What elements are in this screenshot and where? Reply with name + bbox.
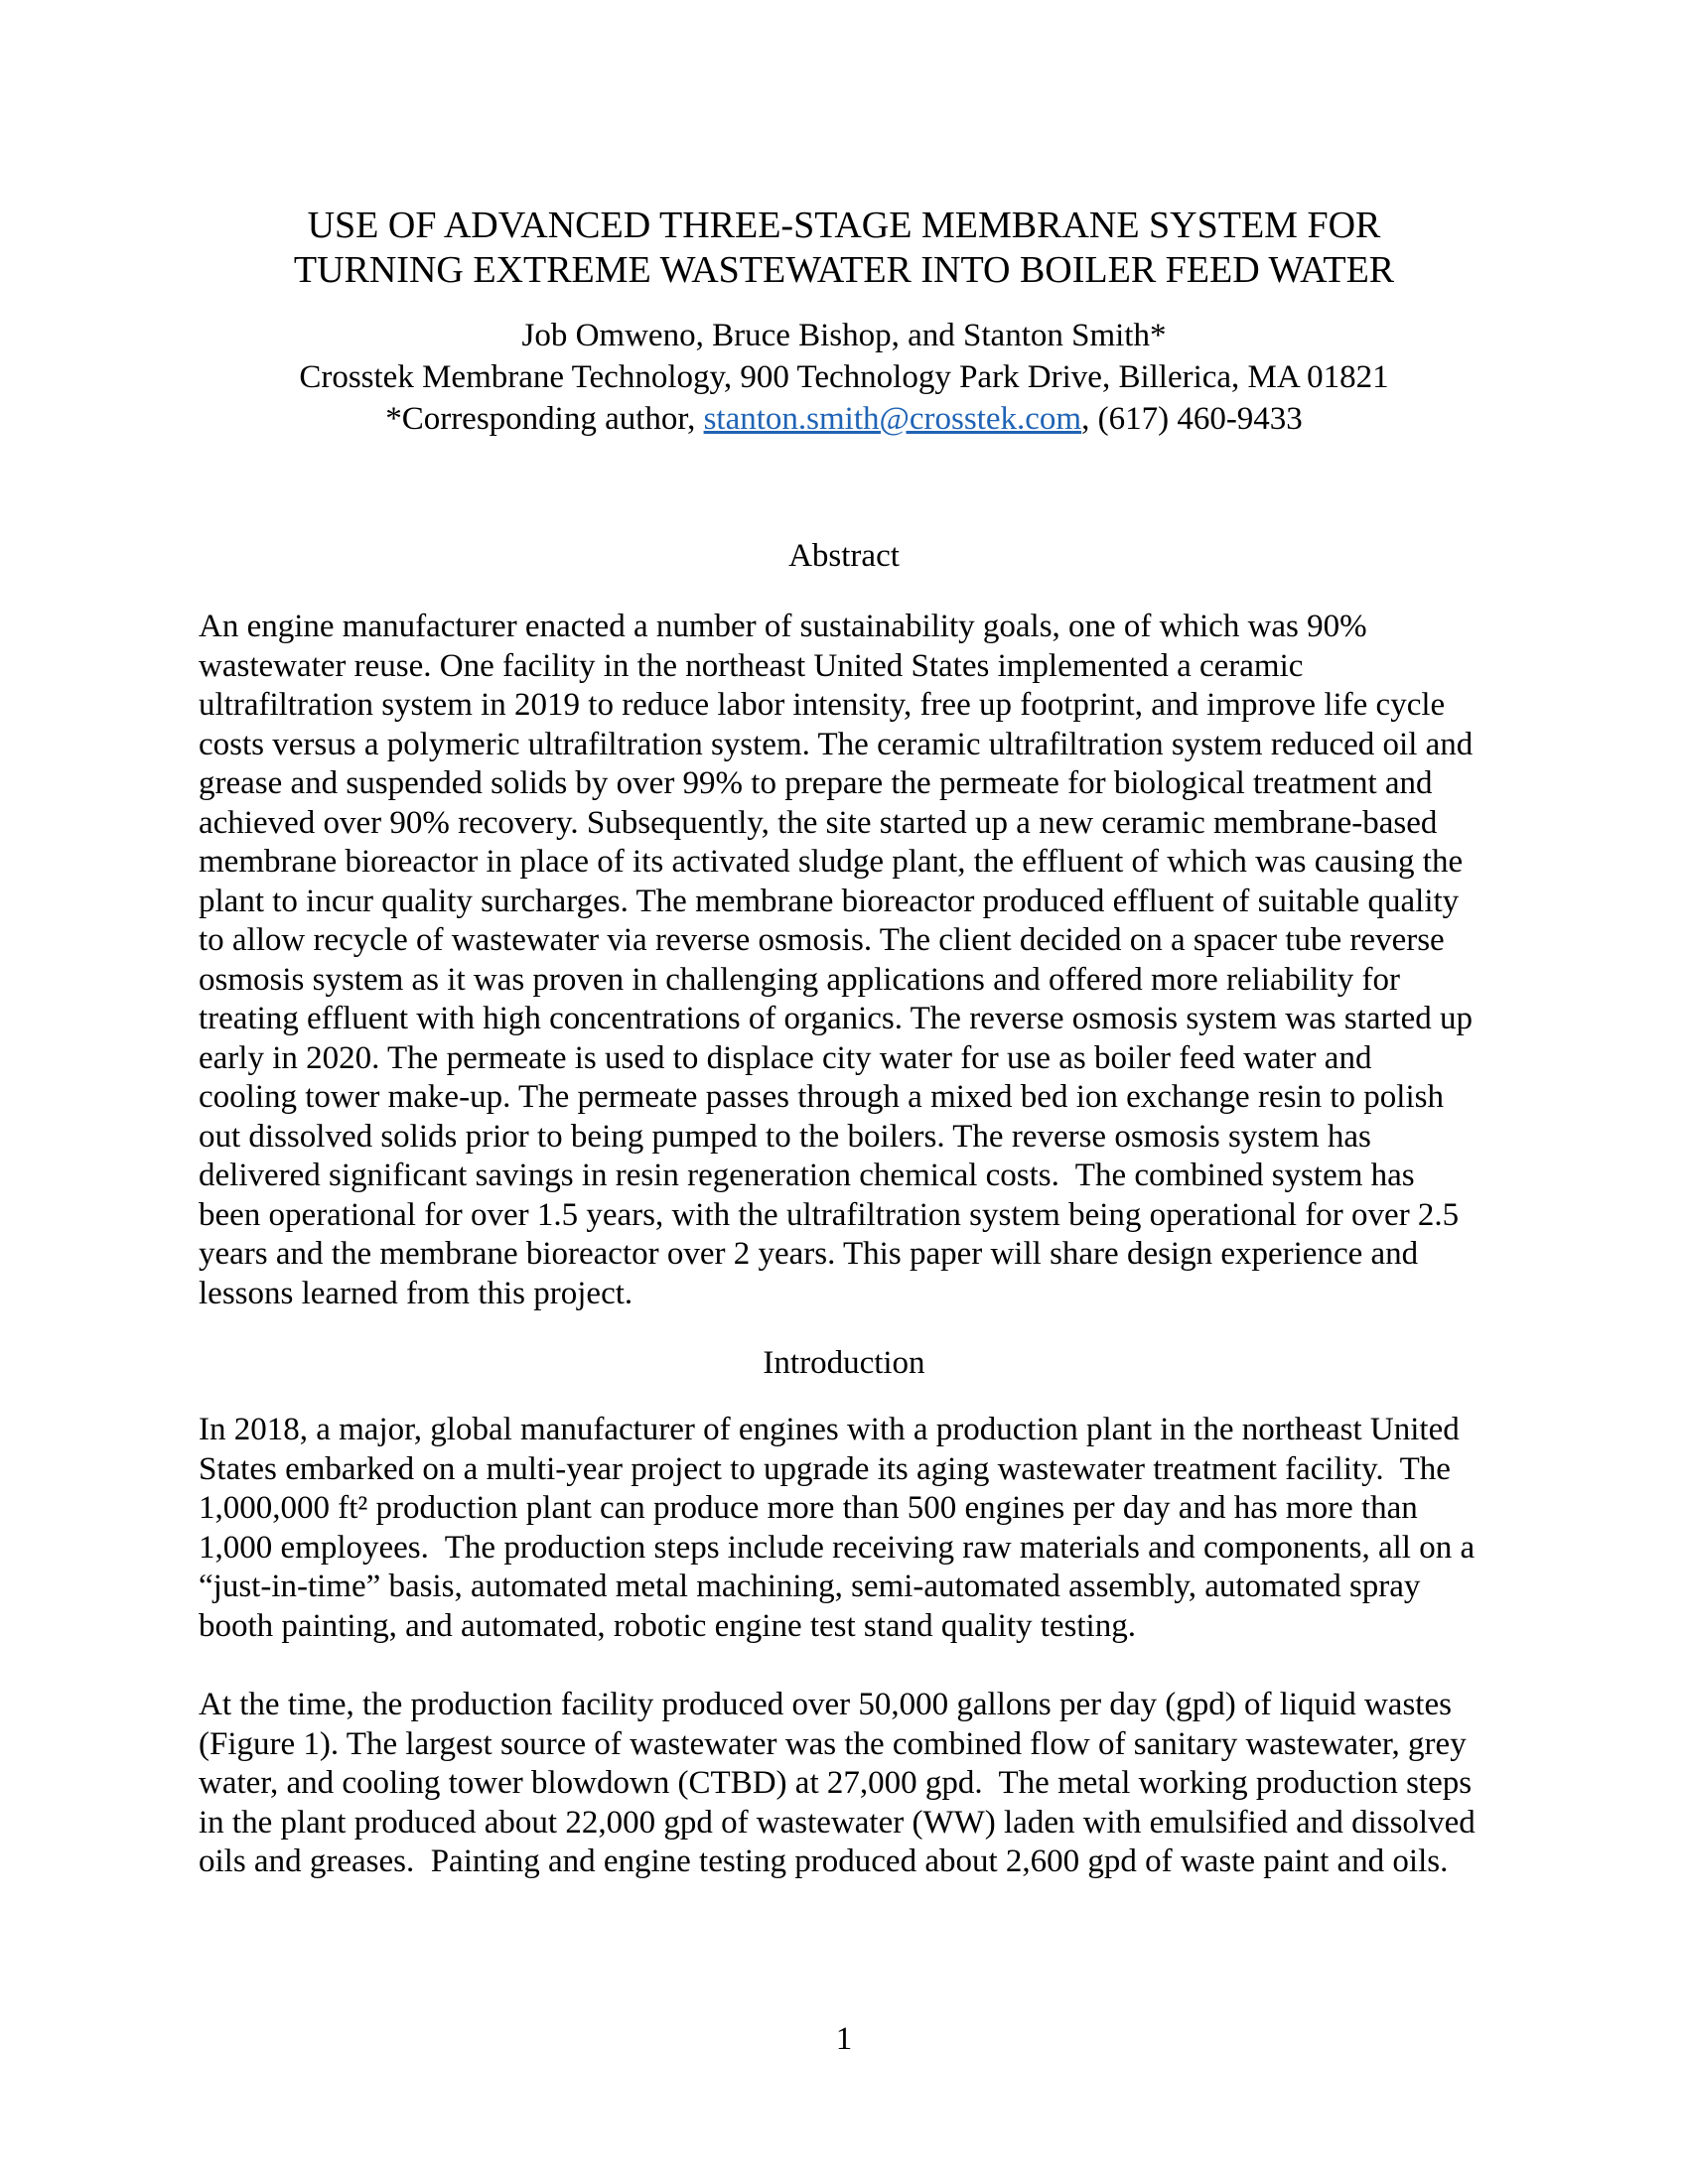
- text-line: In 2018, a major, global manufacturer of engines with a production plant in the northeast United: [199, 1412, 1460, 1447]
- text-line: An engine manufacturer enacted a number of sustainability goals, one of which was 90%: [199, 609, 1367, 644]
- text-line: membrane bioreactor in place of its activated sludge plant, the effluent of which was causing the: [199, 844, 1464, 880]
- text-line: been operational for over 1.5 years, with the ultrafiltration system being operational for over 2.5: [199, 1196, 1460, 1233]
- text-line: 1,000 employees. The production steps include receiving raw materials and components, all on a: [199, 1529, 1476, 1566]
- text-line: out dissolved solids prior to being pumped to the boilers. The reverse osmosis system has: [199, 1118, 1371, 1155]
- text-line: delivered significant savings in resin regeneration chemical costs. The combined system has: [199, 1158, 1415, 1193]
- text-line: grease and suspended solids by over 99% to prepare the permeate for biological treatment and: [199, 765, 1433, 801]
- author-block: [199, 315, 1489, 440]
- text-line: oils and greases. Painting and engine testing produced about 2,600 gpd of waste paint and oils.: [199, 1843, 1449, 1879]
- introduction-heading: Introduction: [763, 1345, 925, 1381]
- abstract-paragraph: [199, 608, 1489, 1313]
- text-line: achieved over 90% recovery. Subsequently, the site started up a new ceramic membrane-based: [199, 804, 1438, 841]
- text-line: At the time, the production facility produced over 50,000 gallons per day (gpd) of liquid wastes: [199, 1687, 1452, 1722]
- paper-title-line-1: USE OF ADVANCED THREE-STAGE MEMBRANE SYSTEM FOR: [307, 205, 1381, 246]
- corresponding-line: [199, 398, 1489, 440]
- page-number: 1: [835, 2020, 853, 2057]
- text-line: lessons learned from this project.: [199, 1275, 633, 1311]
- paper-title: [199, 204, 1489, 293]
- text-line: to allow recycle of wastewater via reverse osmosis. The client decided on a spacer tube reverse: [199, 922, 1445, 958]
- text-line: booth painting, and automated, robotic engine test stand quality testing.: [199, 1607, 1136, 1644]
- corresponding-suffix: , (617) 460-9433: [1081, 401, 1303, 437]
- text-line: States embarked on a multi-year project to upgrade its aging wastewater treatment facility. The: [199, 1450, 1451, 1487]
- text-line: treating effluent with high concentrations of organics. The reverse osmosis system was started up: [199, 1001, 1474, 1036]
- text-line: plant to incur quality surcharges. The membrane bioreactor produced effluent of suitable quality: [199, 883, 1460, 919]
- text-line: cooling tower make-up. The permeate passes through a mixed bed ion exchange resin to polish: [199, 1079, 1444, 1115]
- text-line: years and the membrane bioreactor over 2 years. This paper will share design experience and: [199, 1236, 1419, 1272]
- text-line: costs versus a polymeric ultrafiltration system. The ceramic ultrafiltration system reduced oil and: [199, 726, 1474, 762]
- affiliation-line: Crosstek Membrane Technology, 900 Technology Park Drive, Billerica, MA 01821: [299, 359, 1389, 395]
- email-link[interactable]: stanton.smith@crosstek.com: [703, 401, 1082, 437]
- text-line: wastewater reuse. One facility in the northeast United States implemented a ceramic: [199, 647, 1304, 684]
- text-line: ultrafiltration system in 2019 to reduce labor intensity, free up footprint, and improve life cycle: [199, 687, 1446, 723]
- text-line: (Figure 1). The largest source of wastewater was the combined flow of sanitary wastewater, grey: [199, 1725, 1467, 1762]
- text-line: in the plant produced about 22,000 gpd of wastewater (WW) laden with emulsified and dissolved: [199, 1804, 1476, 1841]
- text-line: osmosis system as it was proven in challenging applications and offered more reliability for: [199, 961, 1401, 998]
- text-line: water, and cooling tower blowdown (CTBD) at 27,000 gpd. The metal working production steps: [199, 1765, 1473, 1801]
- text-line: early in 2020. The permeate is used to displace city water for use as boiler feed water and: [199, 1039, 1372, 1076]
- abstract-heading: Abstract: [788, 538, 900, 574]
- corresponding-prefix: *Corresponding author,: [385, 401, 704, 437]
- authors-line: Job Omweno, Bruce Bishop, and Stanton Smith*: [521, 318, 1167, 353]
- text-line: 1,000,000 ft² production plant can produce more than 500 engines per day and has more than: [199, 1490, 1418, 1526]
- introduction-paragraph-2: [199, 1686, 1489, 1882]
- introduction-paragraph-1: [199, 1411, 1489, 1646]
- text-line: “just-in-time” basis, automated metal machining, semi-automated assembly, automated spray: [199, 1569, 1421, 1604]
- paper-title-line-2: TURNING EXTREME WASTEWATER INTO BOILER FEED WATER: [293, 249, 1395, 291]
